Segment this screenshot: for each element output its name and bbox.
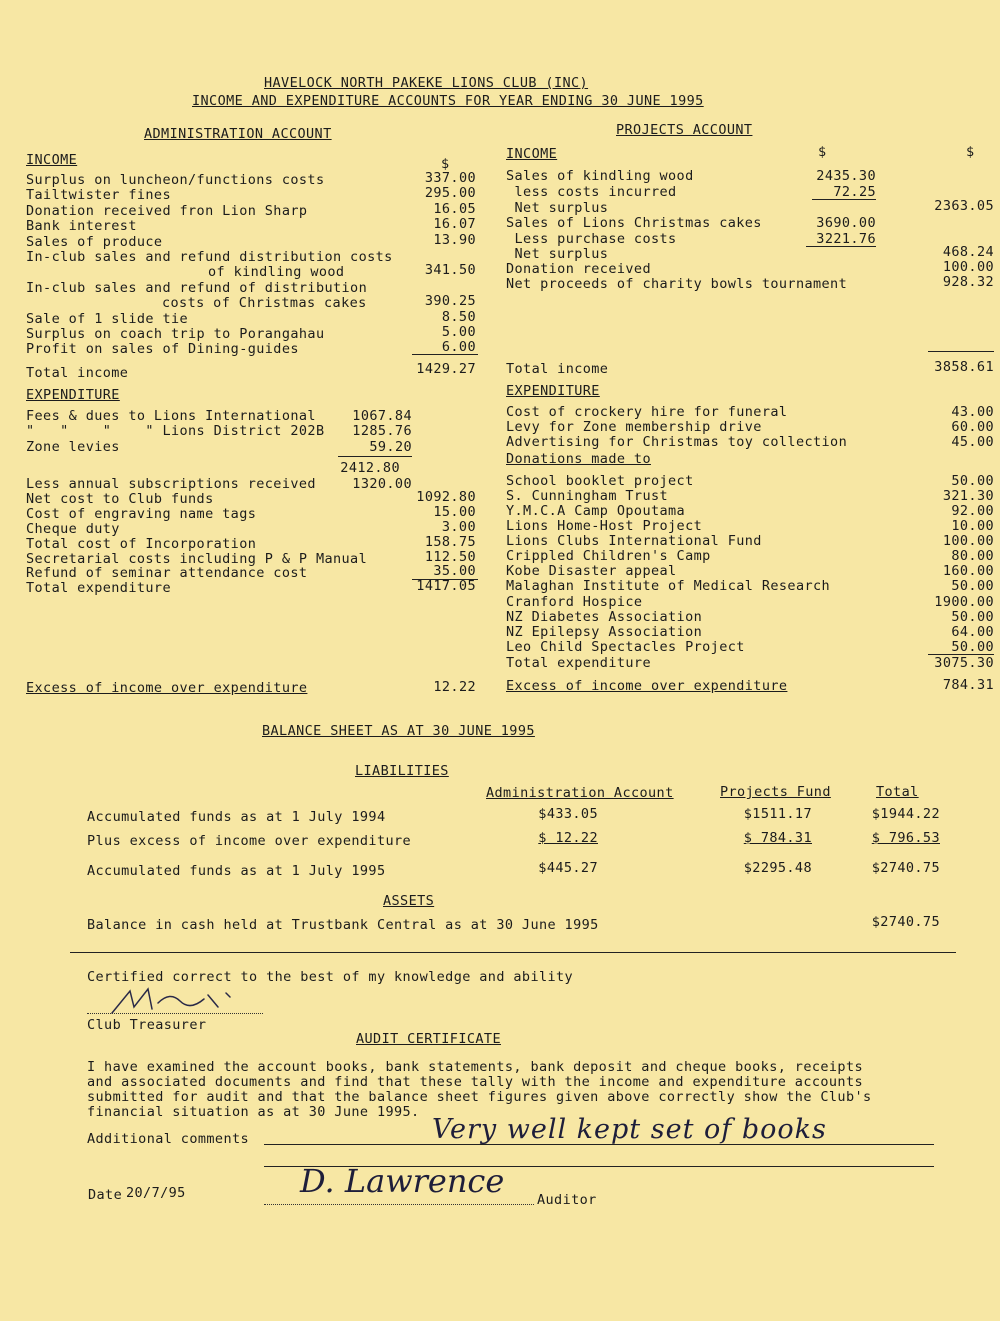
projects-donation-label: NZ Epilepsy Association — [506, 624, 703, 640]
projects-exp-amount: 45.00 — [951, 434, 994, 450]
projects-donation-label: Total expenditure — [506, 655, 651, 671]
projects-income-mid: 72.25 — [833, 184, 876, 200]
projects-donation-label: Lions Clubs International Fund — [506, 533, 762, 549]
projects-income-label: less costs incurred — [506, 184, 677, 200]
admin-total-income: 1429.27 — [416, 361, 476, 377]
admin-income-amount: 5.00 — [441, 324, 476, 340]
balance-row-label: Accumulated funds as at 1 July 1995 — [87, 863, 386, 879]
admin-income-amount: 16.05 — [433, 201, 476, 217]
admin-exp-label: Total expenditure — [26, 580, 171, 596]
admin-exp-label: Net cost to Club funds — [26, 491, 214, 507]
admin-fee-label: Zone levies — [26, 439, 120, 455]
treasurer-label: Club Treasurer — [87, 1017, 207, 1033]
admin-income-amount: 16.07 — [433, 216, 476, 232]
admin-exp-amount: 158.75 — [424, 534, 476, 550]
projects-income-mid: 3690.00 — [816, 215, 876, 231]
admin-exp-amount: 35.00 — [433, 563, 476, 579]
projects-donation-amount: 160.00 — [942, 563, 994, 579]
projects-donation-amount: 10.00 — [951, 518, 994, 534]
additional-comments-label: Additional comments — [87, 1131, 250, 1147]
projects-donations-label: Donations made to — [506, 451, 651, 467]
admin-income-amount: 295.00 — [424, 185, 476, 201]
date-value: 20/7/95 — [126, 1185, 186, 1201]
projects-donation-label: NZ Diabetes Association — [506, 609, 703, 625]
projects-donation-amount: 321.30 — [942, 488, 994, 504]
projects-income-label: Net surplus — [506, 246, 609, 262]
admin-income-label: Sales of produce — [26, 234, 163, 250]
admin-income-label: Surplus on luncheon/functions costs — [26, 172, 325, 188]
document-title: HAVELOCK NORTH PAKEKE LIONS CLUB (INC) — [264, 75, 589, 91]
admin-income-label: Bank interest — [26, 218, 137, 234]
admin-income-label: of kindling wood — [208, 264, 345, 280]
col-projects-header: Projects Fund — [720, 784, 831, 800]
projects-donation-amount: 80.00 — [951, 548, 994, 564]
projects-donation-amount: 92.00 — [951, 503, 994, 519]
admin-expenditure-label: EXPENDITURE — [26, 387, 120, 403]
audit-line: financial situation as at 30 June 1995. — [87, 1104, 420, 1120]
admin-exp-amount: 3.00 — [441, 519, 476, 535]
admin-fee-label: " " " " Lions District 202B — [26, 423, 325, 439]
admin-income-label: Sale of 1 slide tie — [26, 311, 189, 327]
date-label: Date — [88, 1187, 123, 1203]
projects-donation-label: Crippled Children's Camp — [506, 548, 711, 564]
projects-income-rule — [928, 351, 994, 352]
assets-row-total: $2740.75 — [871, 914, 940, 930]
liabilities-label: LIABILITIES — [355, 763, 449, 779]
col-admin-header: Administration Account — [486, 785, 674, 801]
balance-row-total: $1944.22 — [871, 806, 940, 822]
admin-income-label: INCOME — [26, 152, 78, 168]
projects-donation-amount: 50.00 — [951, 578, 994, 594]
admin-exp-rule — [412, 579, 478, 580]
admin-exp-label: Cost of engraving name tags — [26, 506, 257, 522]
admin-income-rule — [412, 354, 478, 355]
admin-exp-amount: 112.50 — [424, 549, 476, 565]
admin-exp-label: Total cost of Incorporation — [26, 536, 257, 552]
admin-exp-label: Cheque duty — [26, 521, 120, 537]
projects-dollar-sign-mid: $ — [818, 144, 827, 160]
projects-donation-amount: 100.00 — [942, 533, 994, 549]
admin-exp-amount: 1092.80 — [416, 489, 476, 505]
admin-excess: 12.22 — [433, 679, 476, 695]
admin-exp-label: Secretarial costs including P & P Manual — [26, 551, 368, 567]
admin-income-label: Tailtwister fines — [26, 187, 171, 203]
admin-income-label: In-club sales and refund of distribution — [26, 280, 368, 296]
projects-income-label: Less purchase costs — [506, 231, 677, 247]
projects-donation-amount: 50.00 — [951, 609, 994, 625]
projects-income-label: Net surplus — [506, 200, 609, 216]
projects-total-income-label: Total income — [506, 361, 609, 377]
balance-row-projects: $2295.48 — [743, 860, 812, 876]
admin-fees-rule — [338, 456, 412, 457]
projects-exp-label: Levy for Zone membership drive — [506, 419, 762, 435]
admin-fee-amount: 1285.76 — [352, 423, 412, 439]
admin-excess-label: Excess of income over expenditure — [26, 680, 308, 696]
projects-expenditure-label: EXPENDITURE — [506, 383, 600, 399]
admin-fee-amount: 1067.84 — [352, 408, 412, 424]
admin-heading: ADMINISTRATION ACCOUNT — [144, 126, 332, 142]
balance-row-total: $2740.75 — [871, 860, 940, 876]
certified-statement: Certified correct to the best of my knowledge and ability — [87, 969, 574, 985]
balance-row-admin: $445.27 — [538, 860, 598, 876]
admin-income-label: Surplus on coach trip to Porangahau — [26, 326, 325, 342]
projects-heading: PROJECTS ACCOUNT — [616, 122, 753, 138]
projects-income-amount: 2363.05 — [934, 198, 994, 214]
projects-excess: 784.31 — [942, 677, 994, 693]
projects-donation-amount: 64.00 — [951, 624, 994, 640]
balance-row-label: Accumulated funds as at 1 July 1994 — [87, 809, 386, 825]
admin-income-amount: 8.50 — [441, 309, 476, 325]
projects-exp-amount: 43.00 — [951, 404, 994, 420]
auditor-signature: D. Lawrence — [300, 1162, 505, 1200]
admin-income-label: In-club sales and refund distribution costs — [26, 249, 393, 265]
balance-row-admin: $433.05 — [538, 806, 598, 822]
projects-exp-label: Cost of crockery hire for funeral — [506, 404, 788, 420]
audit-line: submitted for audit and that the balance sheet figures given above correctly show the Club's — [87, 1089, 872, 1105]
projects-income-label: Net proceeds of charity bowls tournament — [506, 276, 848, 292]
additional-comments-handwritten: Very well kept set of books — [432, 1114, 827, 1145]
projects-income-mid: 3221.76 — [816, 231, 876, 247]
projects-income-label: INCOME — [506, 146, 558, 162]
admin-income-label: costs of Christmas cakes — [162, 295, 367, 311]
treasurer-signature — [108, 985, 238, 1017]
projects-dollar-sign-right: $ — [966, 144, 975, 160]
admin-fees-subtotal: 2412.80 — [340, 460, 400, 476]
projects-donation-amount: 50.00 — [951, 473, 994, 489]
admin-income-amount: 13.90 — [433, 232, 476, 248]
projects-income-amount: 928.32 — [942, 274, 994, 290]
admin-income-amount: 390.25 — [424, 293, 476, 309]
projects-donation-label: Malaghan Institute of Medical Research — [506, 578, 831, 594]
projects-excess-label: Excess of income over expenditure — [506, 678, 788, 694]
balance-row-projects: $1511.17 — [743, 806, 812, 822]
auditor-signature-line — [264, 1204, 534, 1205]
projects-total-income: 3858.61 — [934, 359, 994, 375]
projects-donation-label: Lions Home-Host Project — [506, 518, 703, 534]
balance-row-label: Plus excess of income over expenditure — [87, 833, 412, 849]
projects-cakes-rule — [806, 246, 876, 247]
admin-income-amount: 337.00 — [424, 170, 476, 186]
audit-line: and associated documents and find that these tally with the income and expenditure accounts — [87, 1074, 864, 1090]
admin-fee-amount: 59.20 — [369, 439, 412, 455]
balance-row-admin: $ 12.22 — [538, 830, 598, 846]
projects-donation-amount: 1900.00 — [934, 594, 994, 610]
admin-fee-label: Fees & dues to Lions International — [26, 408, 316, 424]
admin-exp-label: Refund of seminar attendance cost — [26, 565, 308, 581]
projects-income-amount: 100.00 — [942, 259, 994, 275]
projects-income-label: Sales of Lions Christmas cakes — [506, 215, 762, 231]
admin-income-label: Profit on sales of Dining-guides — [26, 341, 299, 357]
projects-exp-amount: 60.00 — [951, 419, 994, 435]
admin-total-income-label: Total income — [26, 365, 129, 381]
admin-dollar-sign: $ — [441, 156, 450, 172]
admin-income-amount: 6.00 — [441, 339, 476, 355]
admin-exp-amount: 15.00 — [433, 504, 476, 520]
col-total-header: Total — [876, 784, 919, 800]
projects-income-amount: 468.24 — [942, 244, 994, 260]
projects-donation-amount: 50.00 — [951, 639, 994, 655]
projects-kindling-rule — [812, 199, 876, 200]
audit-line: I have examined the account books, bank statements, bank deposit and cheque books, receipts — [87, 1059, 864, 1075]
admin-income-amount: 341.50 — [424, 262, 476, 278]
admin-less-subs-label: Less annual subscriptions received — [26, 476, 316, 492]
projects-income-mid: 2435.30 — [816, 168, 876, 184]
assets-label: ASSETS — [383, 893, 435, 909]
audit-heading: AUDIT CERTIFICATE — [356, 1031, 501, 1047]
projects-exp-rule — [928, 654, 994, 655]
projects-donation-label: Leo Child Spectacles Project — [506, 639, 745, 655]
auditor-label: Auditor — [537, 1192, 597, 1208]
admin-income-label: Donation received fron Lion Sharp — [26, 203, 308, 219]
projects-donation-amount: 3075.30 — [934, 655, 994, 671]
assets-row-label: Balance in cash held at Trustbank Central as at 30 June 1995 — [87, 917, 599, 933]
projects-donation-label: Kobe Disaster appeal — [506, 563, 677, 579]
admin-exp-amount: 1417.05 — [416, 578, 476, 594]
projects-donation-label: Cranford Hospice — [506, 594, 643, 610]
projects-donation-label: Y.M.C.A Camp Opoutama — [506, 503, 686, 519]
balance-heading: BALANCE SHEET AS AT 30 JUNE 1995 — [262, 723, 535, 739]
projects-exp-label: Advertising for Christmas toy collection — [506, 434, 848, 450]
projects-donation-label: S. Cunningham Trust — [506, 488, 669, 504]
projects-income-label: Donation received — [506, 261, 651, 277]
projects-donation-label: School booklet project — [506, 473, 694, 489]
balance-bottom-rule — [70, 952, 956, 953]
document-subtitle: INCOME AND EXPENDITURE ACCOUNTS FOR YEAR ENDING 30 JUNE 1995 — [192, 93, 704, 109]
balance-row-projects: $ 784.31 — [743, 830, 812, 846]
admin-less-subs: 1320.00 — [352, 476, 412, 492]
balance-row-total: $ 796.53 — [871, 830, 940, 846]
projects-income-label: Sales of kindling wood — [506, 168, 694, 184]
